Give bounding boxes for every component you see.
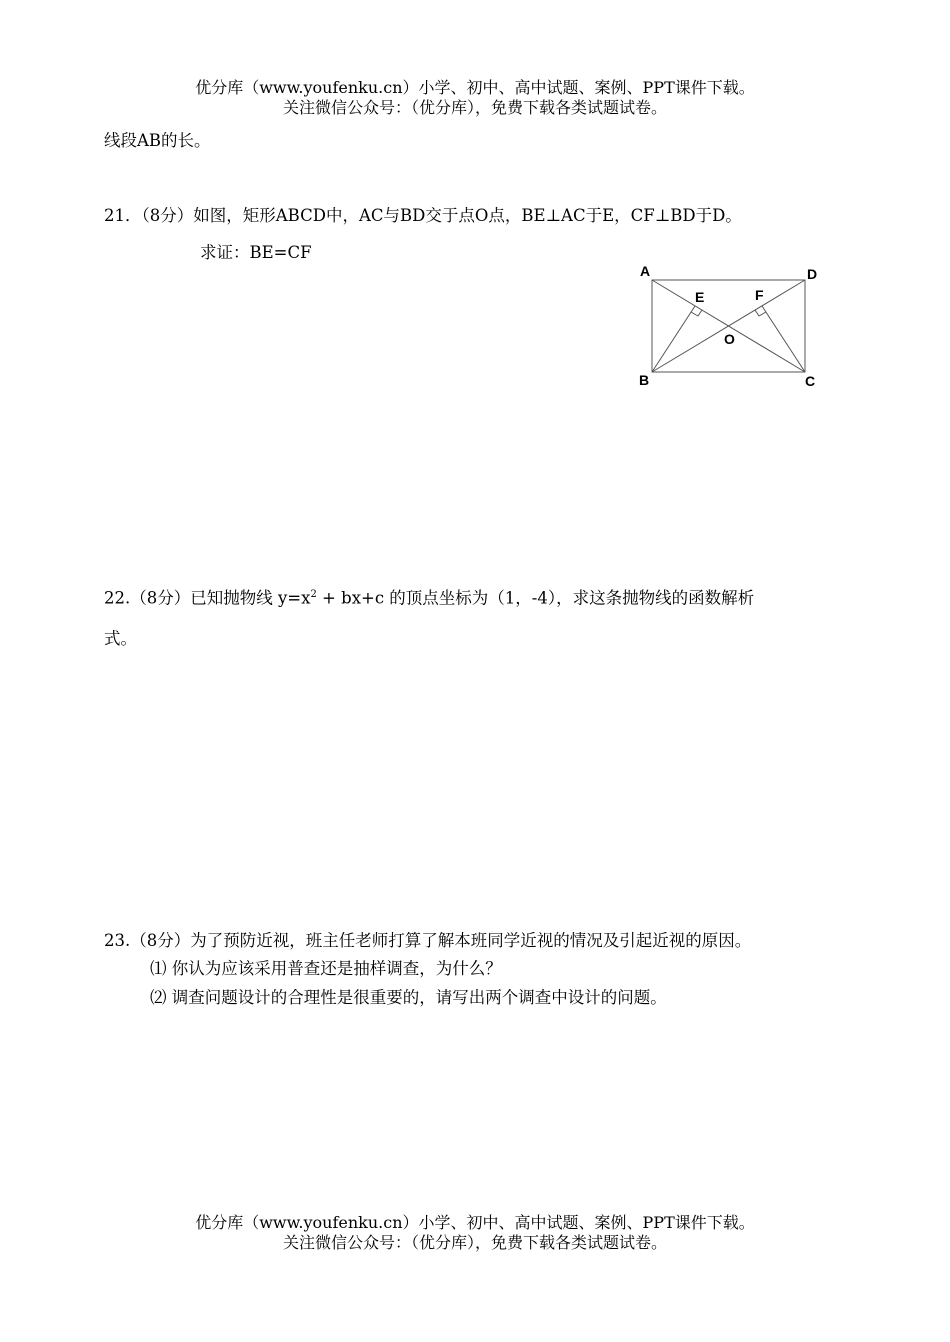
previous-question-tail: 线段AB的长。 — [104, 131, 211, 150]
footer-line-2: 关注微信公众号：（优分库），免费下载各类试题试卷。 — [282, 1233, 667, 1252]
label-b: B — [639, 372, 650, 388]
question-23-sub-2: ⑵ 调查问题设计的合理性是很重要的，请写出两个调查中设计的问题。 — [150, 988, 667, 1007]
segment-cf — [762, 306, 805, 372]
right-angle-mark-f — [755, 310, 766, 316]
question-22-line-2: 式。 — [104, 629, 137, 648]
label-f: F — [755, 287, 764, 303]
label-d: D — [807, 266, 818, 282]
question-22-text — [104, 584, 754, 610]
question-23-text: 23.（8分）为了预防近视，班主任老师打算了解本班同学近视的情况及引起近视的原因。 — [104, 931, 752, 950]
segment-be — [652, 306, 695, 372]
question-23-sub-1: ⑴ 你认为应该采用普查还是抽样调查，为什么？ — [150, 959, 502, 978]
right-angle-mark-e — [691, 310, 702, 316]
header-line-1: 优分库（www.youfenku.cn）小学、初中、高中试题、案例、PPT课件下载。 — [195, 78, 755, 97]
label-c: C — [805, 373, 816, 389]
question-21-proof: 求证：BE=CF — [200, 243, 312, 262]
footer-line-1: 优分库（www.youfenku.cn）小学、初中、高中试题、案例、PPT课件下载。 — [195, 1213, 755, 1232]
question-22-post: + bx+c 的顶点坐标为（1，-4），求这条抛物线的函数解析 — [316, 588, 755, 608]
question-22-pre: 22.（8分）已知抛物线 y=x — [104, 588, 311, 608]
header-line-2: 关注微信公众号：（优分库），免费下载各类试题试卷。 — [282, 98, 667, 117]
label-o: O — [724, 331, 735, 347]
question-21-text: 21．（8分）如图，矩形ABCD中，AC与BD交于点O点，BE⊥AC于E，CF⊥BD于D。 — [104, 206, 742, 225]
rectangle-figure — [630, 262, 830, 392]
label-e: E — [695, 289, 705, 305]
label-a: A — [640, 263, 651, 279]
question-22-exponent: 2 — [310, 589, 317, 600]
